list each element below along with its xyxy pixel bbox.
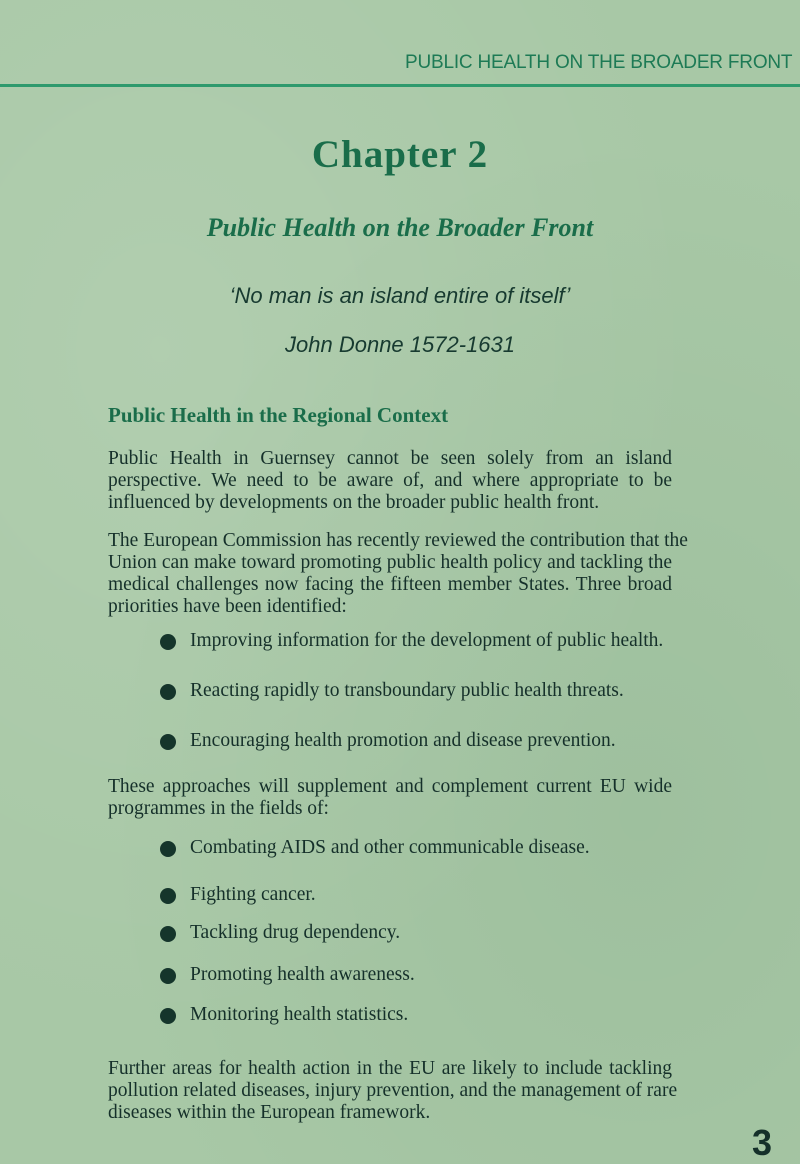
priority-item: Encouraging health promotion and disease prevention. <box>190 730 616 751</box>
page-number: 3 <box>752 1122 773 1163</box>
paragraph-line: programmes in the fields of: <box>108 798 329 819</box>
programme-item: Promoting health awareness. <box>190 964 415 985</box>
priority-item: Reacting rapidly to transboundary public health threats. <box>190 680 624 701</box>
running-header: PUBLIC HEALTH ON THE BROADER FRONT <box>405 52 793 73</box>
programme-item: Tackling drug dependency. <box>190 922 401 943</box>
epigraph-quote: ‘No man is an island entire of itself’ <box>229 283 571 308</box>
paragraph-line: pollution related diseases, injury prevention, and the management of rare <box>108 1080 678 1101</box>
paragraph-line: Public Health in Guernsey cannot be seen solely from an island <box>108 448 672 469</box>
bullet-icon <box>160 734 176 750</box>
bullet-icon <box>160 1008 176 1024</box>
bullet-icon <box>160 634 176 650</box>
paragraph-line: medical challenges now facing the fifteen member States. Three broad <box>108 574 672 595</box>
bullet-icon <box>160 926 176 942</box>
epigraph-author: John Donne 1572-1631 <box>285 332 515 357</box>
paragraph-line: influenced by developments on the broader public health front. <box>108 492 600 513</box>
paragraph-line: diseases within the European framework. <box>108 1102 431 1123</box>
bullet-icon <box>160 968 176 984</box>
chapter-title: Chapter 2 <box>311 133 489 176</box>
paragraph-line: perspective. We need to be aware of, and where appropriate to be <box>108 470 672 491</box>
paragraph-intro <box>108 448 672 514</box>
chapter-subtitle: Public Health on the Broader Front <box>206 213 594 242</box>
paragraph-line: Further areas for health action in the EU are likely to include tackling <box>108 1058 672 1079</box>
programme-item: Fighting cancer. <box>190 884 316 905</box>
bullet-icon <box>160 888 176 904</box>
paragraph-line: These approaches will supplement and complement current EU wide <box>108 776 672 797</box>
bullet-icon <box>160 684 176 700</box>
programme-item: Monitoring health statistics. <box>190 1004 409 1025</box>
bullet-icon <box>160 841 176 857</box>
programme-item: Combating AIDS and other communicable disease. <box>190 837 590 858</box>
section-heading: Public Health in the Regional Context <box>108 403 449 427</box>
paragraph-approaches <box>108 776 672 820</box>
paragraph-line: The European Commission has recently reviewed the contribution that the <box>108 530 688 551</box>
paragraph-line: priorities have been identified: <box>108 596 347 617</box>
priority-item: Improving information for the development of public health. <box>190 630 664 651</box>
paragraph-line: Union can make toward promoting public health policy and tackling the <box>108 552 672 573</box>
paragraph-commission <box>108 530 688 618</box>
header-rule <box>0 84 800 87</box>
paragraph-further <box>108 1058 678 1124</box>
